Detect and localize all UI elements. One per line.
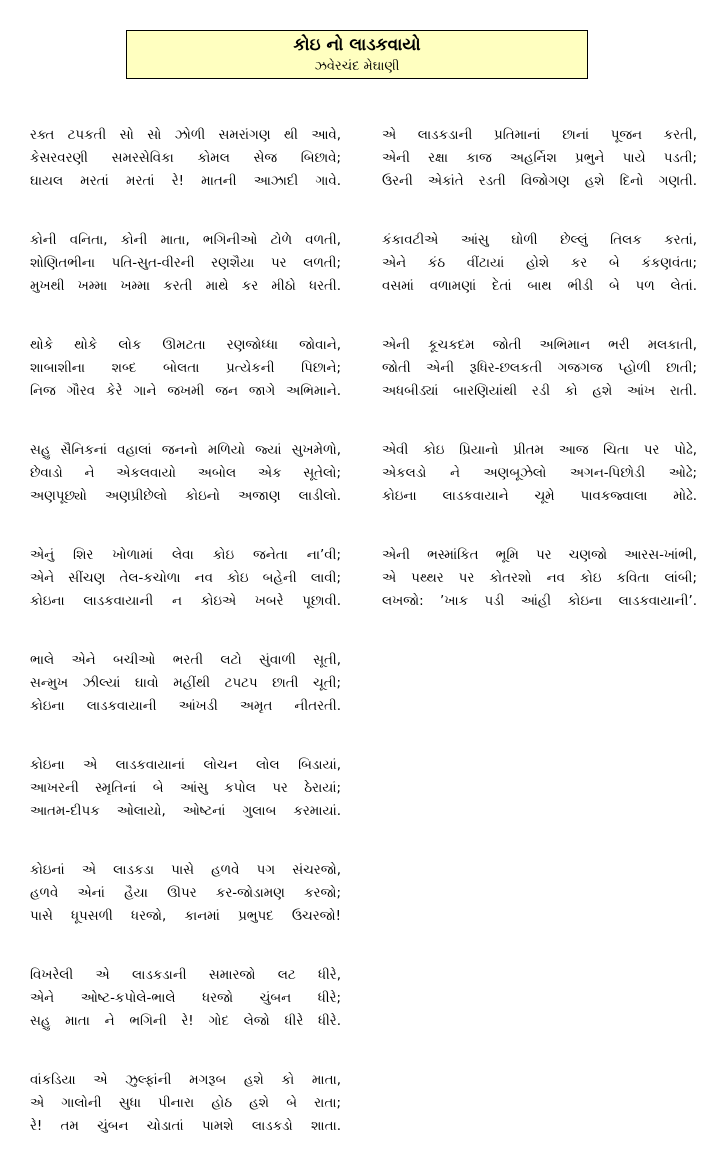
verse-line: રે! તમ ચુંબન ચોડાતાં પામશે લાડકડો શાતા.	[30, 1119, 341, 1134]
verse-line: એને કંઠ વીંટાયાં હોશે કર બે કંકણવંતા;	[382, 256, 697, 271]
verse-line: એનું શિર ખોળામાં લેવા કોઇ જનેતા ના’વી;	[30, 548, 341, 563]
verse-line: કોઇનાં એ લાડકડા પાસે હળવે પગ સંચરજો,	[30, 863, 341, 878]
verse-line: ઘાયલ મરતાં મરતાં રે! માતની આઝાદી ગાવે.	[30, 174, 341, 189]
verse-line: અધબીડ્યાં બારણિયાંથી રડી કો હશે આંખ રાતી.	[382, 384, 697, 399]
stanza	[382, 439, 697, 508]
verse-line: એવી કોઇ પ્રિયાનો પ્રીતમ આજ ચિતા પર પોઢે,	[382, 443, 697, 458]
verse-line: હળવે એનાં હૈયા ઊપર કર-જોડામણ કરજો;	[30, 886, 341, 901]
verse-line: એની ભસ્માંકિત ભૂમિ પર ચણજો આરસ-ખાંભી,	[382, 548, 697, 563]
verse-line: થોકે થોકે લોક ઊમટતા રણજોધ્ધા જોવાને,	[30, 338, 341, 353]
stanza	[30, 334, 341, 403]
poem-title: કોઇ નો લાડકવાયો	[293, 35, 421, 55]
stanza	[382, 544, 697, 613]
verse-line: મુખથી ખમ્મા ખમ્મા કરતી માથે કર મીઠો ધરતી.	[30, 279, 341, 294]
stanza	[30, 1069, 341, 1138]
verse-line: લખજો: ’ખાક પડી આંહી કોઇના લાડકવાયાની’.	[382, 594, 697, 609]
verse-line: જોતી એની રૂધિર-છલકતી ગજગજ પ્હોળી છાતી;	[382, 361, 697, 376]
stanza	[30, 544, 341, 613]
verse-line: કંકાવટીએ આંસુ ઘોળી છેલ્લું તિલક કરતાં,	[382, 233, 697, 248]
verse-line: કોઇના લાડકવાયાની આંખડી અમૃત નીતરતી.	[30, 699, 341, 714]
verse-line: વિખરેલી એ લાડકડાની સમારજો લટ ધીરે,	[30, 968, 341, 983]
verse-line: ભાલે એને બચીઓ ભરતી લટો સુંવાળી સૂતી,	[30, 653, 341, 668]
stanza	[382, 229, 697, 298]
verse-line: સહુ સૈનિકનાં વહાલાં જનનો મળિયો જ્યાં સુખમેળો,	[30, 443, 341, 458]
verse-line: એની કૂચકદમ જોતી અભિમાન ભરી મલકાતી,	[382, 338, 697, 353]
verse-line: કોઇના એ લાડકવાયાનાં લોચન લોલ બિડાયાં,	[30, 758, 341, 773]
verse-line: આતમ-દીપક ઓલાયો, ઓષ્ટનાં ગુલાબ કરમાયાં.	[30, 804, 341, 819]
verse-line: ઉરની એકાંતે રડતી વિજોગણ હશે દિનો ગણતી.	[382, 174, 697, 189]
stanza	[30, 124, 341, 193]
verse-line: એને ઓષ્ટ-કપોલે-ભાલે ધરજો ચુંબન ધીરે;	[30, 991, 341, 1006]
verse-line: એ લાડકડાની પ્રતિમાનાં છાનાં પૂજન કરતી,	[382, 128, 697, 143]
verse-line: કોની વનિતા, કોની માતા, ભગિનીઓ ટોળે વળતી,	[30, 233, 341, 248]
verse-line: એને સીંચણ તેલ-કચોળા નવ કોઇ બહેની લાવી;	[30, 571, 341, 586]
verse-line: આખરની સ્મૃતિનાં બે આંસુ કપોલ પર ઠેરાયાં;	[30, 781, 341, 796]
verse-line: એ ગાલોની સુધા પીનારા હોઠ હશે બે રાતા;	[30, 1096, 341, 1111]
verse-line: સહુ માતા ને ભગિની રે! ગોદ લેજો ધીરે ધીરે.	[30, 1014, 341, 1029]
stanza	[30, 439, 341, 508]
stanza	[30, 964, 341, 1033]
verse-line: રક્ત ટપકતી સો સો ઝોળી સમરાંગણ થી આવે,	[30, 128, 341, 143]
verse-line: એ પથ્થર પર કોતરશો નવ કોઇ કવિતા લાંબી;	[382, 571, 697, 586]
stanza	[30, 649, 341, 718]
verse-line: અણપૂછ્યો અણપ્રીછેલો કોઇનો અજાણ લાડીલો.	[30, 489, 341, 504]
stanza	[382, 124, 697, 193]
stanza	[382, 334, 697, 403]
verse-line: કોઇના લાડકવાયાની ન કોઇએ ખબરે પૂછાવી.	[30, 594, 341, 609]
verse-line: વસમાં વળામણાં દેતાં બાથ ભીડી બે પળ લેતાં.	[382, 279, 697, 294]
verse-line: શાબાશીના શબ્દ બોલતા પ્રત્યેકની પિછાને;	[30, 361, 341, 376]
stanza	[30, 229, 341, 298]
verse-line: શોણિતભીના પતિ-સુત-વીરની રણશૈયા પર લળતી;	[30, 256, 341, 271]
verse-line: વાંકડિયા એ ઝુલ્ફાંની મગરૂબ હશે કો માતા,	[30, 1073, 341, 1088]
verse-line: એની રક્ષા કાજ અહર્નિશ પ્રભુને પાયે પડતી;	[382, 151, 697, 166]
title-box	[126, 30, 588, 79]
poem-column-left	[30, 124, 341, 1174]
stanza	[30, 859, 341, 928]
stanza	[30, 754, 341, 823]
poem-column-right	[382, 124, 697, 649]
verse-line: નિજ ગૌરવ કેરે ગાને જખમી જન જાગે અભિમાને.	[30, 384, 341, 399]
verse-line: કેસરવરણી સમરસેવિકા કોમલ સેજ બિછાવે;	[30, 151, 341, 166]
verse-line: એકલડો ને અણબૂઝેલો અગન-પિછોડી ઓઢે;	[382, 466, 697, 481]
poem-author: ઝવેરચંદ મેઘાણી	[314, 59, 400, 74]
verse-line: પાસે ધૂપસળી ધરજો, કાનમાં પ્રભુપદ ઉચરજો!	[30, 909, 341, 924]
verse-line: સન્મુખ ઝીલ્યાં ઘાવો મહીંથી ટપટપ છાતી ચૂતી;	[30, 676, 341, 691]
verse-line: કોઇના લાડકવાયાને ચૂમે પાવકજ્વાલા મોઢે.	[382, 489, 697, 504]
verse-line: છેવાડો ને એકલવાયો અબોલ એક સૂતેલો;	[30, 466, 341, 481]
